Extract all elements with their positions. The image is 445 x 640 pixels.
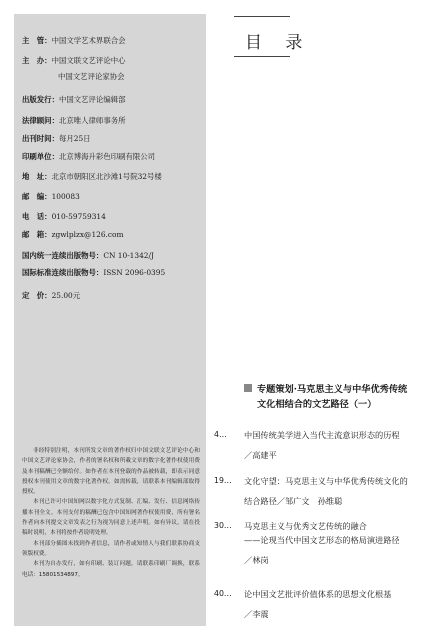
masthead-label: 法律顾问： [22,116,59,125]
toc-entry-line: ——论现当代中国文艺形态的格局演进路径 [244,535,400,545]
toc-entry-line: 文化守望：马克思主义与中华优秀传统文化的 [244,476,408,486]
toc-title: 目 录 [245,33,312,53]
masthead-row [22,56,126,66]
masthead-value: 中国文艺评论家协会 [58,72,125,81]
masthead-row [22,230,124,240]
masthead-value: 中国文学艺术界联合会 [51,36,126,45]
masthead-label: 邮 编： [22,192,52,201]
masthead-row [22,172,162,182]
masthead-value: 北京市朝阳区北沙滩1号院32号楼 [51,172,162,181]
toc-entry-text [244,474,408,508]
section-heading-line: 专题策划·马克思主义与中华优秀传统 [257,384,408,395]
toc-page-number: 40… [214,589,232,598]
notice-paragraph: 本刊为自办发行，如有印刷、装订问题，请联系印刷厂调换，联系电话：15801534897。 [22,561,200,578]
masthead-panel [14,14,206,626]
masthead-label: 电 话： [22,212,52,221]
masthead-value: 北京唯人律师事务所 [58,116,126,125]
masthead-value: 100083 [51,192,80,201]
masthead-row [22,268,165,278]
masthead-label: 出版发行： [22,95,59,104]
masthead-row [22,152,155,162]
masthead-value: 中国文艺评论编辑部 [58,95,126,104]
toc-page-number: 19… [214,476,232,485]
masthead-label: 主 管： [22,36,52,45]
toc-entry-text [244,519,400,567]
toc-entry-line: 中国传统美学进入当代主流意识形态的历程 [244,430,400,440]
masthead-value: zgwlplzx@126.com [51,230,124,239]
section-heading [244,382,407,412]
toc-entry-line: 结合路径／邹广文 孙维聪 [244,496,343,506]
masthead-label: 印刷单位： [22,152,59,161]
masthead-value: CN 10-1342/J [103,251,154,260]
section-heading-line: 文化相结合的文艺路径（一） [257,399,377,410]
masthead-row [58,72,125,82]
toc-entry-line: ／林岗 [244,555,269,565]
notice-paragraph: 本刊已许可中国知网以数字化方式复制、汇编、发行、信息网络传播本刊全文。本刊支付的稿酬已包含中国知网著作权使用费，所有署名作者向本刊提交文章发表之行为视为同意上述声明。如有异议，请在投稿时说明，本刊将按作者说明处理。 [22,499,200,537]
masthead-row [22,291,80,301]
masthead-value: ISSN 2096-0395 [103,268,166,277]
masthead-value: 25.00元 [51,291,81,300]
toc-entry-line: ／李震 [244,609,269,619]
toc-page-number: 30… [214,521,232,530]
masthead-row [22,36,126,46]
masthead-label: 国内统一连续出版物号： [22,251,104,260]
masthead-row [22,192,80,202]
masthead-value: 010-59759314 [51,212,106,221]
masthead-label: 主 办： [22,56,52,65]
toc-page-number: 4… [214,430,227,439]
masthead-value: 北京博海升彩色印刷有限公司 [58,152,156,161]
masthead-label: 国际标准连续出版物号： [22,268,104,277]
masthead-row [22,134,91,144]
toc-entry-text [244,587,391,621]
copyright-notice [22,446,200,580]
masthead-row [22,116,126,126]
masthead-label: 地 址： [22,172,52,181]
masthead-label: 邮 箱： [22,230,52,239]
masthead-value: 每月25日 [58,134,91,143]
masthead-row [22,212,106,222]
masthead-label: 定 价： [22,291,52,300]
toc-entry-line: 论中国文艺批评价值体系的思想文化根基 [244,589,392,599]
square-bullet-icon [244,384,252,392]
masthead-row [22,95,126,105]
toc-bottom-rule [234,56,290,57]
masthead-row [22,251,154,261]
toc-entry-line: ／高建平 [244,450,277,460]
toc-entry-text [244,428,400,462]
toc-entry-line: 马克思主义与优秀文艺传统的融合 [244,521,367,531]
masthead-value: 中国文联文艺评论中心 [51,56,126,65]
notice-paragraph: 非经特别注明，本刊所发文章的著作权归中国文联文艺评论中心和中国文艺评论家协会，作者的署名权和所載文章的数字化著作权使用费及本刊稿酬已全额给付。如作者在本刊登载的作品被转载，即表示同意授权本刊使用文章的数字化著作权。如需转载，请联系本刊编辑部取得授权。 [22,448,200,496]
toc-top-rule [234,16,290,17]
notice-paragraph: 本刊部分插图未找到作者信息，请作者或知情人与我们联系协商支领版权费。 [22,540,200,557]
masthead-label: 出刊时间： [22,134,59,143]
